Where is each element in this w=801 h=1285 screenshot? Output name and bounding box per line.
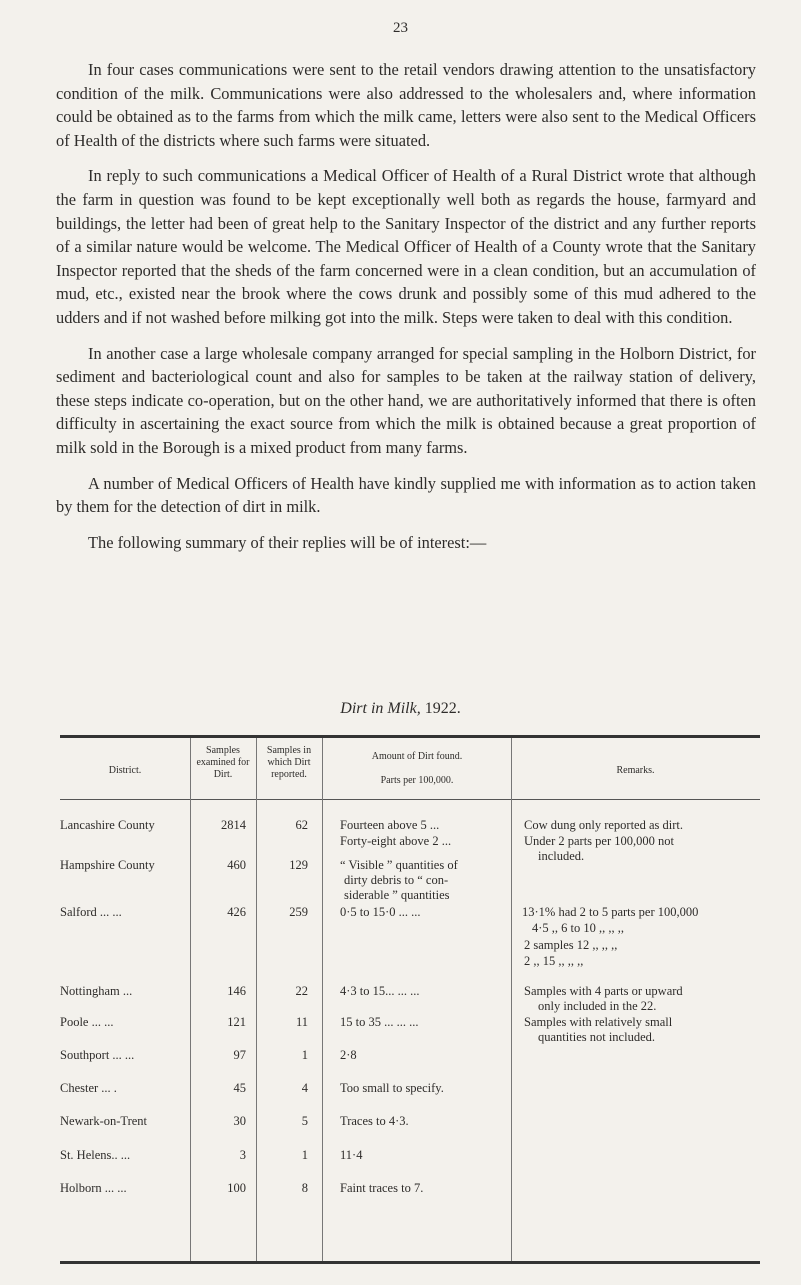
table-cell-amount: 11·4	[340, 1148, 363, 1162]
table-cell-amount: Traces to 4·3.	[340, 1114, 409, 1128]
table-cell-examined: 121	[227, 1015, 246, 1029]
table-cell-examined: 97	[233, 1048, 246, 1062]
table-cell-dirt: 5	[301, 1114, 308, 1128]
table-cell-examined: 426	[227, 905, 246, 919]
table-cell-district: Nottingham ...	[60, 984, 133, 998]
table-title-text: Dirt in Milk,	[340, 700, 421, 717]
table-cell-dirt: 1	[301, 1048, 308, 1062]
page-number: 23	[393, 20, 408, 36]
remark-line: 2 ,, 15 ,, ,, ,,	[524, 954, 584, 968]
body-text	[56, 58, 756, 566]
table-cell-dirt: 1	[301, 1148, 308, 1162]
table-cell-district: Southport ... ...	[60, 1048, 135, 1062]
table-cell-amount: Fourteen above 5 ...	[340, 818, 440, 832]
table-cell-examined: 146	[227, 984, 246, 998]
table-cell-dirt: 22	[295, 984, 308, 998]
header-amount-sub: Parts per 100,000.	[380, 775, 454, 786]
table-cell-dirt: 62	[295, 818, 308, 832]
header-samples-examined: Samples examined for Dirt.	[196, 745, 250, 780]
remark-line: 13·1% had 2 to 5 parts per 100,000	[522, 905, 699, 919]
table-cell-amount: dirty debris to “ con-	[344, 873, 449, 887]
remark-line: only included in the 22.	[538, 999, 657, 1013]
table-cell-examined: 3	[239, 1148, 246, 1162]
table-cell-district: Hampshire County	[60, 858, 155, 872]
header-amount: Amount of Dirt found.	[371, 751, 463, 762]
paragraph: In four cases communications were sent to the retail vendors drawing attention to the unsatisfactory condition of the milk. Communications were also addressed to the wholesalers and, where information could be obtained as to the farms from which the milk came, letters were also sent to the Medical Officers of Health of the districts where such farms were situated.	[56, 60, 756, 150]
remark-line: included.	[538, 849, 585, 863]
table-cell-amount: 4·3 to 15... ... ...	[340, 984, 420, 998]
table-cell-district: Holborn ... ...	[60, 1181, 127, 1195]
table-title	[0, 700, 801, 718]
remark-line: 4·5 ,, 6 to 10 ,, ,, ,,	[532, 921, 625, 935]
table-cell-amount: “ Visible ” quantities of	[340, 858, 458, 872]
remark-line: Under 2 parts per 100,000 not	[524, 834, 674, 848]
table-cell-dirt: 8	[301, 1181, 308, 1195]
header-samples-dirt: Samples in which Dirt reported.	[266, 745, 312, 780]
table-cell-examined: 460	[227, 858, 246, 872]
table-cell-examined: 45	[233, 1081, 246, 1095]
remark-line: Cow dung only reported as dirt.	[524, 818, 684, 832]
table-cell-examined: 100	[227, 1181, 246, 1195]
table-cell-amount: Too small to specify.	[340, 1081, 444, 1095]
paragraph: In reply to such communications a Medical Officer of Health of a Rural District wrote that although the farm in question was found to be kept exceptionally well both as regards the house, farmyard and buildings, the letter had been of great help to the Sanitary Inspector of the district and any further reports of a similar nature would be welcome. The Medical Officer of Health of a County wrote that the Sanitary Inspector reported that the sheds of the farm concerned were in a clean condition, but an accumulation of mud, etc., existed near the brook where the cows drunk and possibly some of this mud adhered to the udders and if not washed before milking got into the milk. Steps were taken to deal with this condition.	[56, 166, 756, 327]
table-cell-district: Chester ... .	[60, 1081, 117, 1095]
paragraph: The following summary of their replies will be of interest:—	[88, 532, 487, 552]
table-cell-amount: Faint traces to 7.	[340, 1181, 424, 1195]
paragraph: A number of Medical Officers of Health have kindly supplied me with information as to action taken by them for the detection of dirt in milk.	[56, 473, 756, 517]
table-cell-district: Salford ... ...	[60, 905, 122, 919]
paragraph: In another case a large wholesale company arranged for special sampling in the Holborn District, for sediment and bacteriological count and also for samples to be taken at the railway station of delivery, these steps indicate co-operation, but on the other hand, we are authoritatively informed that there is often difficulty in ascertaining the exact source from which the milk is obtained because a great proportion of milk sold in the Borough is a mixed product from many farms.	[56, 343, 756, 457]
column-divider	[256, 738, 257, 1261]
table-cell-district: Newark-on-Trent	[60, 1114, 148, 1128]
table-cell-dirt: 129	[289, 858, 308, 872]
table-cell-amount: 2·8	[340, 1048, 357, 1062]
header-remarks: Remarks.	[616, 765, 655, 776]
remark-line: Samples with relatively small	[524, 1015, 673, 1029]
remark-line: Samples with 4 parts or upward	[524, 984, 683, 998]
table-cell-district: St. Helens.. ...	[60, 1148, 131, 1162]
table-cell-examined: 2814	[221, 818, 246, 832]
table-cell-amount: siderable ” quantities	[344, 888, 450, 902]
table-cell-dirt: 259	[289, 905, 308, 919]
remark-line: quantities not included.	[538, 1030, 655, 1044]
table-bottom-rule	[60, 1261, 760, 1264]
table-cell-amount: 15 to 35 ... ... ...	[340, 1015, 419, 1029]
table-cell-dirt: 4	[301, 1081, 308, 1095]
table-cell-amount: Forty-eight above 2 ...	[340, 834, 452, 848]
header-district: District.	[108, 765, 142, 776]
column-divider	[511, 738, 512, 1261]
table-cell-amount: 0·5 to 15·0 ... ...	[340, 905, 421, 919]
table-cell-examined: 30	[233, 1114, 246, 1128]
table-cell-district: Lancashire County	[60, 818, 155, 832]
table-cell-district: Poole ... ...	[60, 1015, 114, 1029]
column-divider	[190, 738, 191, 1261]
remark-line: 2 samples 12 ,, ,, ,,	[524, 938, 618, 952]
table-title-year: 1922.	[424, 700, 461, 717]
table-top-rule	[60, 735, 760, 738]
column-divider	[322, 738, 323, 1261]
table-header-rule	[60, 799, 760, 800]
table-cell-dirt: 11	[295, 1015, 308, 1029]
